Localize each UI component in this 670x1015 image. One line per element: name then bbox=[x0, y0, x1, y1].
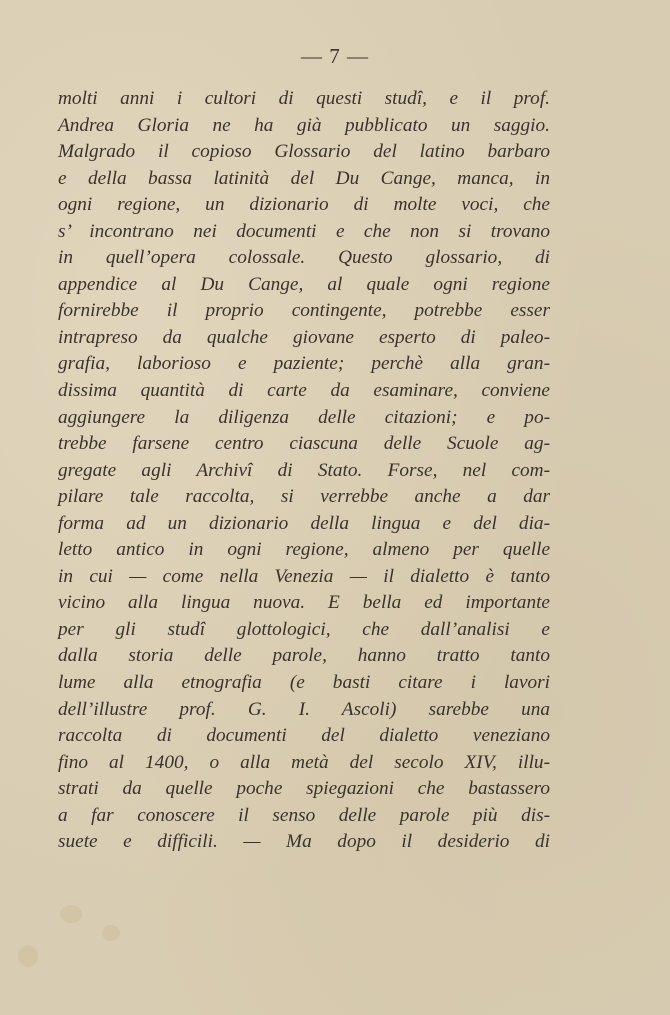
text-line: Malgrado il copioso Glossario del latino barbaro bbox=[58, 141, 550, 163]
text-line: trebbe farsene centro ciascuna delle Scuole ag- bbox=[58, 433, 550, 455]
text-line: forma ad un dizionario della lingua e del dia- bbox=[58, 512, 550, 534]
text-line: raccolta di documenti del dialetto veneziano bbox=[58, 725, 550, 747]
text-line: in cui — come nella Venezia — il dialetto è tanto bbox=[58, 565, 550, 587]
text-line: a far conoscere il senso delle parole più dis- bbox=[58, 804, 550, 826]
paper-stain bbox=[60, 905, 82, 923]
text-line: per gli studî glottologici, che dall’analisi e bbox=[58, 618, 550, 640]
text-line: fino al 1400, o alla metà del secolo XIV, illu- bbox=[58, 751, 550, 773]
text-line: intrapreso da qualche giovane esperto di paleo- bbox=[58, 326, 550, 348]
page-number: — 7 — bbox=[301, 44, 369, 68]
text-line: e della bassa latinità del Du Cange, manca, in bbox=[58, 167, 550, 189]
text-line: gregate agli Archivî di Stato. Forse, nel com- bbox=[58, 459, 550, 481]
text-line: Andrea Gloria ne ha già pubblicato un saggio. bbox=[58, 114, 550, 136]
text-line: in quell’opera colossale. Questo glossario, di bbox=[58, 247, 550, 269]
text-line: dalla storia delle parole, hanno tratto tanto bbox=[58, 645, 550, 667]
text-line: dissima quantità di carte da esaminare, conviene bbox=[58, 380, 550, 402]
text-line: fornirebbe il proprio contingente, potrebbe esser bbox=[58, 300, 550, 322]
text-line: strati da quelle poche spiegazioni che bastassero bbox=[58, 778, 550, 800]
text-line: appendice al Du Cange, al quale ogni regione bbox=[58, 273, 550, 295]
paper-stain bbox=[102, 925, 120, 941]
text-line: vicino alla lingua nuova. E bella ed importante bbox=[58, 592, 550, 614]
paper-stain bbox=[18, 945, 38, 967]
text-line: grafia, laborioso e paziente; perchè alla gran- bbox=[58, 353, 550, 375]
text-line: s’ incontrano nei documenti e che non si trovano bbox=[58, 220, 550, 242]
text-line: lume alla etnografia (e basti citare i lavori bbox=[58, 672, 550, 694]
text-line: dell’illustre prof. G. I. Ascoli) sarebbe una bbox=[58, 698, 550, 720]
text-line: ogni regione, un dizionario di molte voci, che bbox=[58, 194, 550, 216]
text-line: pilare tale raccolta, si verrebbe anche a dar bbox=[58, 486, 550, 508]
body-text bbox=[58, 86, 550, 856]
text-line: suete e difficili. — Ma dopo il desiderio di bbox=[58, 831, 550, 853]
text-line: aggiungere la diligenza delle citazioni; e po- bbox=[58, 406, 550, 428]
text-line: letto antico in ogni regione, almeno per quelle bbox=[58, 539, 550, 561]
text-line: molti anni i cultori di questi studî, e il prof. bbox=[58, 88, 550, 109]
